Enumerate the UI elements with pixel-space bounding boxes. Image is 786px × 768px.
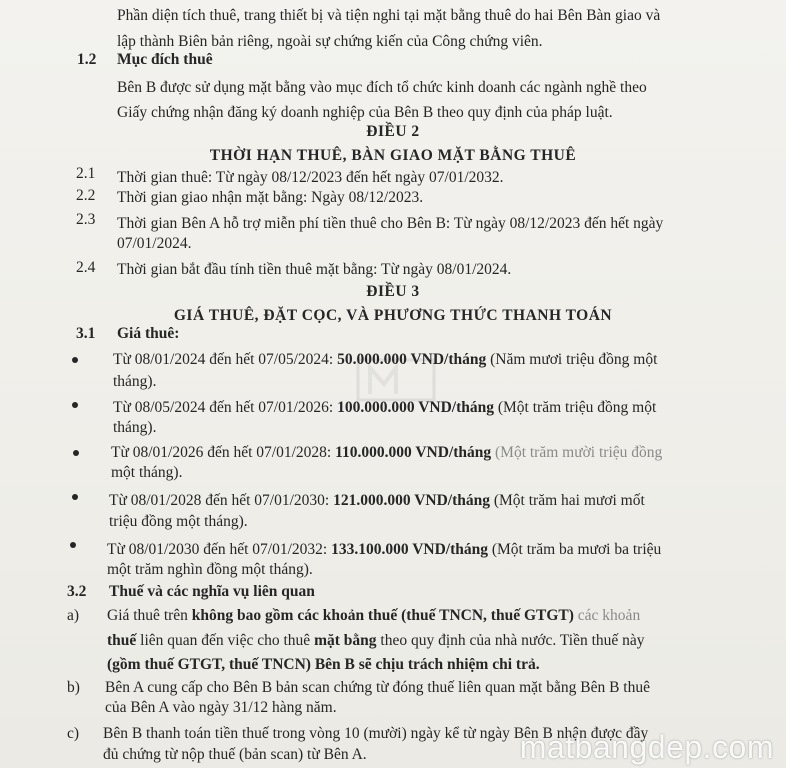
item-number-2-1: 2.1: [76, 165, 96, 182]
price-bullet-4-line-2: triệu đồng một tháng).: [109, 513, 248, 530]
item-letter-a: a): [67, 607, 80, 624]
item-letter-b: b): [67, 679, 80, 696]
bullet-icon: [73, 450, 79, 456]
section-number-3-1: 3.1: [76, 325, 96, 342]
item-b-line-2: của Bên A vào ngày 31/12 hàng năm.: [105, 699, 337, 716]
watermark-text: matbangdep.com: [519, 729, 774, 765]
price-bullet-2-line-2: tháng).: [113, 419, 157, 436]
item-a-line-2: thuế liên quan đến việc cho thuê mặt bằng theo quy định của nhà nước. Tiền thuế này: [107, 632, 645, 649]
item-number-2-3: 2.3: [76, 211, 96, 228]
item-number-2-2: 2.2: [76, 187, 96, 204]
item-2-1-text: Thời gian thuê: Từ ngày 08/12/2023 đến hết ngày 07/01/2032.: [117, 169, 504, 186]
section-title-1-2: Mục đích thuê: [117, 51, 213, 68]
bullet-icon: [72, 357, 78, 363]
item-a-line-1: Giá thuê trên không bao gồm các khoản thuế (thuế TNCN, thuế GTGT) các khoản: [107, 607, 641, 624]
intro-line-1: Phần diện tích thuê, trang thiết bị và tiện nghi tại mặt bằng thuê do hai Bên Bàn giao và: [117, 7, 661, 24]
price-bullet-5-line-1: Từ 08/01/2030 đến hết 07/01/2032: 133.100.000 VND/tháng (Một trăm ba mươi ba triệu: [107, 541, 662, 558]
article-3-label: ĐIỀU 3: [366, 283, 420, 300]
article-2-title: THỜI HẠN THUÊ, BÀN GIAO MẶT BẰNG THUÊ: [209, 147, 577, 164]
article-2-label: ĐIỀU 2: [366, 123, 420, 140]
section-title-3-1: Giá thuê:: [117, 325, 180, 342]
price-bullet-1-line-2: tháng).: [113, 373, 157, 390]
item-c-line-1: Bên B thanh toán tiền thuế trong vòng 10 (mười) ngày kể từ ngày Bên B nhận được đầy: [103, 725, 649, 742]
item-2-4-text: Thời gian bắt đầu tính tiền thuê mặt bằng: Từ ngày 08/01/2024.: [117, 261, 512, 278]
item-2-3-text-line-2: 07/01/2024.: [117, 235, 192, 252]
item-2-2-text: Thời gian giao nhận mặt bằng: Ngày 08/12/2023.: [117, 189, 424, 206]
intro-line-2: lập thành Biên bản riêng, ngoài sự chứng kiến của Công chứng viên.: [117, 33, 543, 50]
section-1-2-paragraph-line-2: Giấy chứng nhận đăng ký doanh nghiệp của Bên B theo quy định của pháp luật.: [117, 104, 613, 121]
item-letter-c: c): [67, 725, 80, 742]
price-bullet-3-line-1: Từ 08/01/2026 đến hết 07/01/2028: 110.000.000 VND/tháng (Một trăm mười triệu đồng: [111, 444, 663, 461]
article-3-title: GIÁ THUÊ, ĐẶT CỌC, VÀ PHƯƠNG THỨC THANH TOÁN: [173, 307, 613, 324]
section-1-2-paragraph-line-1: Bên B được sử dụng mặt bằng vào mục đích tổ chức kinh doanh các ngành nghề theo: [117, 79, 647, 96]
price-bullet-2-line-1: Từ 08/05/2024 đến hết 07/01/2026: 100.000.000 VND/tháng (Một trăm triệu đồng một: [113, 399, 657, 416]
section-number-1-2: 1.2: [77, 51, 97, 68]
price-bullet-3-line-2: một tháng).: [111, 464, 183, 481]
section-number-3-2: 3.2: [67, 583, 87, 600]
item-a-line-3: (gồm thuế GTGT, thuế TNCN) Bên B sẽ chịu trách nhiệm chi trả.: [107, 656, 540, 673]
bullet-icon: [70, 542, 76, 548]
section-title-3-2: Thuế và các nghĩa vụ liên quan: [109, 583, 315, 600]
price-bullet-5-line-2: một trăm nghìn đồng một tháng).: [107, 561, 313, 578]
price-bullet-1-line-1: Từ 08/01/2024 đến hết 07/05/2024: 50.000.000 VND/tháng (Năm mươi triệu đồng một: [113, 351, 658, 368]
item-number-2-4: 2.4: [76, 259, 96, 276]
bullet-icon: [72, 402, 78, 408]
item-c-line-2: đủ chứng từ nộp thuế (bản scan) từ Bên A.: [103, 746, 367, 763]
price-bullet-4-line-1: Từ 08/01/2028 đến hết 07/01/2030: 121.000.000 VND/tháng (Một trăm hai mươi mốt: [109, 492, 645, 509]
item-b-line-1: Bên A cung cấp cho Bên B bản scan chứng từ đóng thuế liên quan mặt bằng Bên B thuê: [105, 679, 650, 696]
item-2-3-text-line-1: Thời gian Bên A hỗ trợ miễn phí tiền thuê cho Bên B: Từ ngày 08/12/2023 đến hết ngày: [117, 215, 664, 232]
bullet-icon: [72, 494, 78, 500]
